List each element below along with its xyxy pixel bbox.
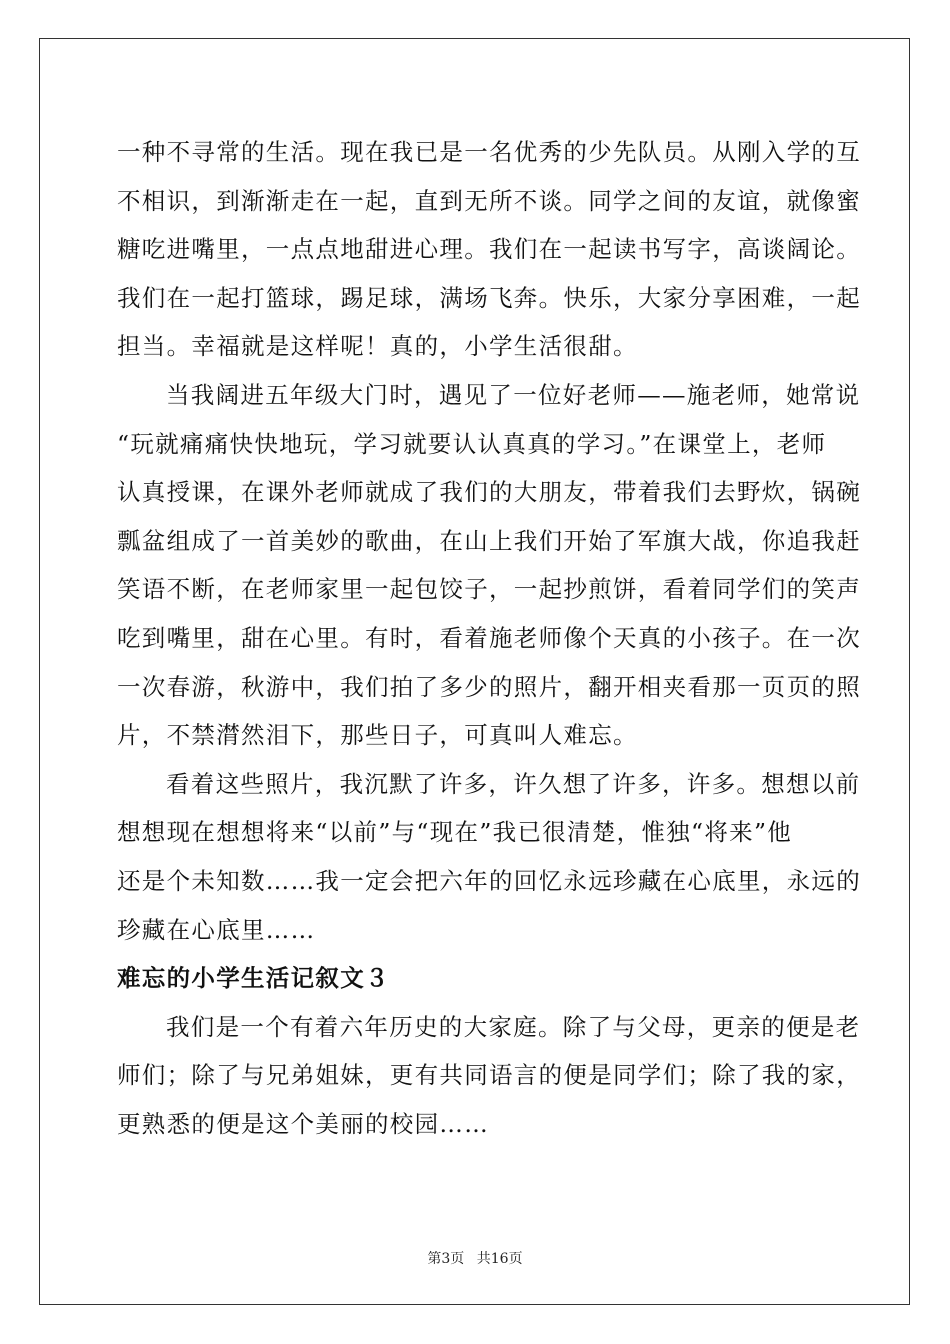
text-line: 我们在一起打篮球，踢足球，满场飞奔。快乐，大家分享困难，一起 (117, 283, 861, 312)
text-line: 认真授课，在课外老师就成了我们的大朋友，带着我们去野炊，锅碗 (117, 478, 861, 507)
text-line: 吃到嘴里，甜在心里。有时，看着施老师像个天真的小孩子。在一次 (117, 623, 861, 652)
text-line: 片，不禁潸然泪下，那些日子，可真叫人难忘。 (117, 721, 638, 750)
paragraph-1 (117, 128, 861, 371)
text-line: 糖吃进嘴里，一点点地甜进心理。我们在一起读书写字，高谈阔论。 (117, 235, 861, 264)
text-line: “玩就痛痛快快地玩，学习就要认认真真的学习。”在课堂上，老师 (117, 429, 827, 458)
page-total: 共16页 (476, 1251, 523, 1267)
page-number: 第3页 (427, 1251, 465, 1267)
text-line: 更熟悉的便是这个美丽的校园…… (117, 1109, 489, 1138)
text-line: 看着这些照片，我沉默了许多，许久想了许多，许多。想想以前 (166, 769, 861, 798)
paragraph-4 (117, 1003, 861, 1149)
text-line: 我们是一个有着六年历史的大家庭。除了与父母，更亲的便是老 (166, 1012, 861, 1041)
text-line: 担当。幸福就是这样呢！真的，小学生活很甜。 (117, 332, 638, 361)
text-line: 师们；除了与兄弟姐妹，更有共同语言的便是同学们；除了我的家， (117, 1061, 861, 1090)
section-title: 难忘的小学生活记叙文３ (117, 964, 390, 993)
page-footer (0, 1248, 950, 1268)
text-line: 还是个未知数……我一定会把六年的回忆永远珍藏在心底里，永远的 (117, 866, 861, 895)
text-line: 不相识，到渐渐走在一起，直到无所不谈。同学之间的友谊，就像蜜 (117, 186, 861, 215)
text-line: 瓢盆组成了一首美妙的歌曲，在山上我们开始了军旗大战，你追我赶 (117, 526, 861, 555)
text-line: 笑语不断，在老师家里一起包饺子，一起抄煎饼，看着同学们的笑声 (117, 575, 861, 604)
text-line: 一次春游，秋游中，我们拍了多少的照片，翻开相夹看那一页页的照 (117, 672, 861, 701)
paragraph-3 (117, 760, 861, 954)
text-line: 当我阔进五年级大门时，遇见了一位好老师——施老师，她常说 (166, 380, 861, 409)
document-body (117, 128, 861, 1148)
text-line: 珍藏在心底里…… (117, 915, 316, 944)
paragraph-2 (117, 371, 861, 760)
text-line: 一种不寻常的生活。现在我已是一名优秀的少先队员。从刚入学的互 (117, 138, 861, 166)
text-line: 想想现在想想将来“以前”与“现在”我已很清楚，惟独“将来”他 (117, 818, 793, 847)
